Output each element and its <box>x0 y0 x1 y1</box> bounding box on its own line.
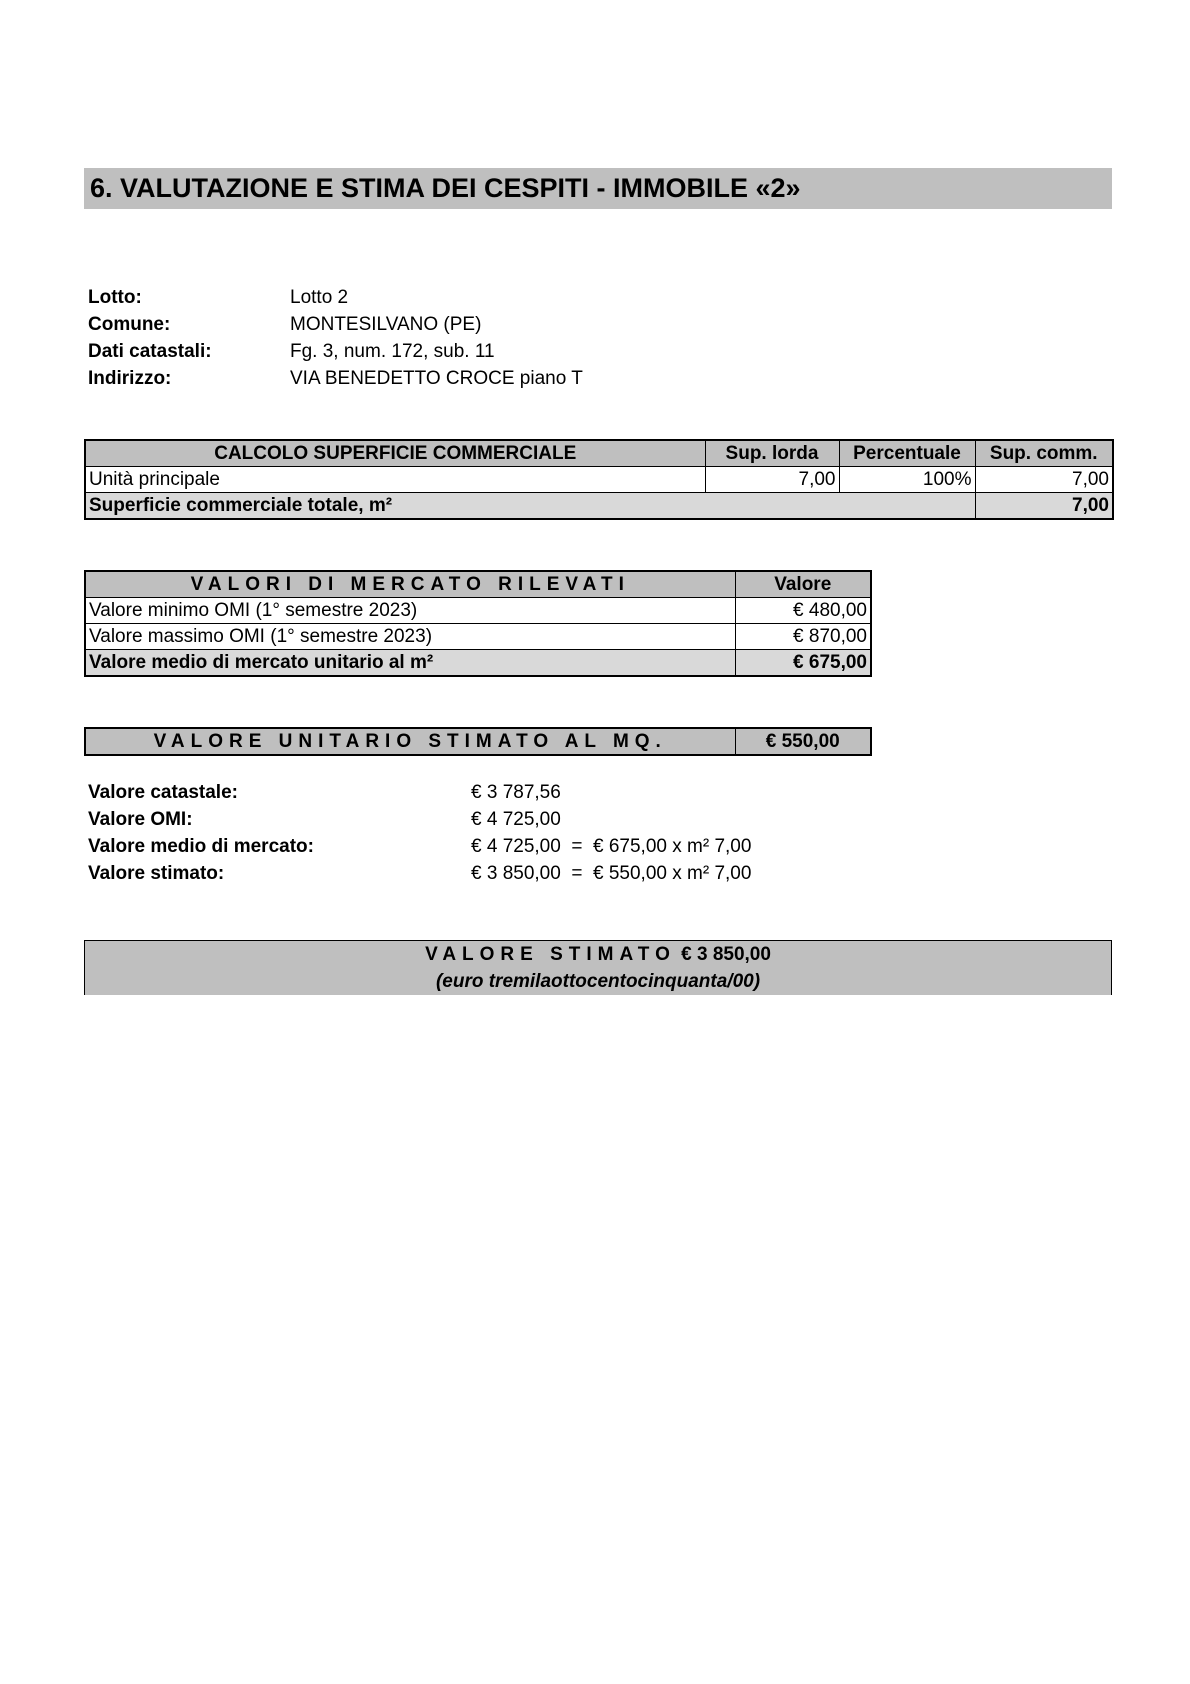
table-row <box>85 598 871 624</box>
row-label: Valore minimo OMI (1° semestre 2023) <box>85 598 735 624</box>
info-label: Indirizzo: <box>88 368 172 389</box>
row-sup-comm: 7,00 <box>975 467 1113 493</box>
info-label: Comune: <box>88 314 171 335</box>
col-header-valore: Valore <box>735 571 871 598</box>
row-label: Valore massimo OMI (1° semestre 2023) <box>85 624 735 650</box>
valore-stimato-words: (euro tremilaottocentocinquanta/00) <box>435 971 761 992</box>
calc-value: € 4 725,00 = € 675,00 x m² 7,00 <box>471 836 752 857</box>
info-label: Lotto: <box>88 287 142 308</box>
superficie-table <box>84 439 1114 520</box>
calc-label: Valore OMI: <box>88 809 193 830</box>
total-row <box>85 650 871 677</box>
total-value: 7,00 <box>975 493 1113 520</box>
info-value: MONTESILVANO (PE) <box>290 314 482 335</box>
calc-value: € 4 725,00 <box>471 809 561 830</box>
valore-stimato-value: € 3 850,00 <box>681 944 771 965</box>
row-value: € 870,00 <box>735 624 871 650</box>
info-value: Fg. 3, num. 172, sub. 11 <box>290 341 495 362</box>
valore-stimato-line <box>85 941 1111 968</box>
table-header-row <box>85 728 871 755</box>
col-header-calcolo: CALCOLO SUPERFICIE COMMERCIALE <box>85 440 705 467</box>
col-header-sup-lorda: Sup. lorda <box>705 440 839 467</box>
calc-label: Valore catastale: <box>88 782 238 803</box>
info-value: Lotto 2 <box>290 287 349 308</box>
calc-label: Valore stimato: <box>88 863 225 884</box>
unitario-table <box>84 727 872 756</box>
calc-label: Valore medio di mercato: <box>88 836 314 857</box>
calc-value: € 3 787,56 <box>471 782 561 803</box>
info-value: VIA BENEDETTO CROCE piano T <box>290 368 583 389</box>
total-value: € 675,00 <box>735 650 871 677</box>
mercato-table <box>84 570 872 677</box>
col-header-percentuale: Percentuale <box>839 440 975 467</box>
total-row <box>85 493 1113 520</box>
info-label: Dati catastali: <box>88 341 212 362</box>
row-value: € 480,00 <box>735 598 871 624</box>
valore-unitario-label: VALORE UNITARIO STIMATO AL MQ. <box>85 728 735 755</box>
valore-stimato-label: VALORE STIMATO <box>425 944 676 965</box>
section-title: 6. VALUTAZIONE E STIMA DEI CESPITI - IMMOBILE «2» <box>84 168 1112 209</box>
table-header-row <box>85 571 871 598</box>
row-sup-lorda: 7,00 <box>705 467 839 493</box>
row-percentuale: 100% <box>839 467 975 493</box>
total-label: Valore medio di mercato unitario al m² <box>85 650 735 677</box>
calc-value: € 3 850,00 = € 550,00 x m² 7,00 <box>471 863 752 884</box>
table-header-row <box>85 440 1113 467</box>
valore-stimato-box <box>84 940 1112 995</box>
table-row <box>85 624 871 650</box>
table-row <box>85 467 1113 493</box>
col-header-valori-mercato: VALORI DI MERCATO RILEVATI <box>85 571 735 598</box>
total-label: Superficie commerciale totale, m² <box>85 493 975 520</box>
row-name: Unità principale <box>85 467 705 493</box>
col-header-sup-comm: Sup. comm. <box>975 440 1113 467</box>
valore-unitario-value: € 550,00 <box>735 728 871 755</box>
